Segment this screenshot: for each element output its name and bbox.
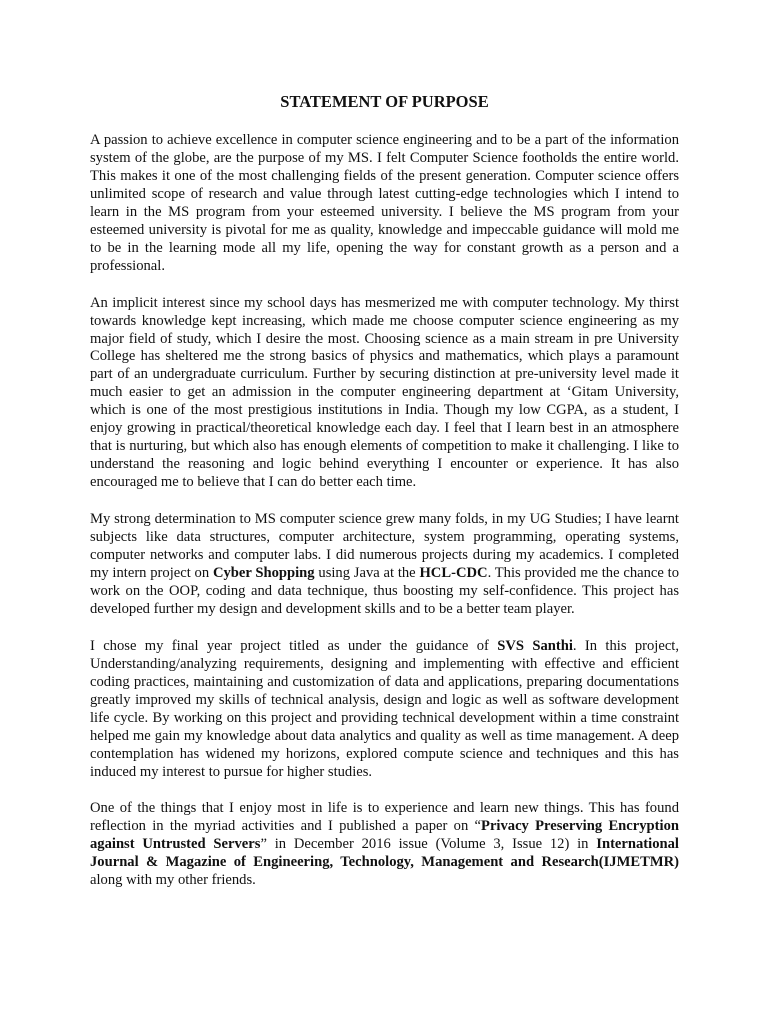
paragraph-5: [90, 800, 679, 890]
paragraph-3: [90, 511, 679, 619]
paragraph-text: One of the things that I enjoy most in life is to experience and learn new things. This has found reflection in the myriad activities and I published a paper on “: [90, 800, 679, 835]
paragraph-text: An implicit interest since my school days has mesmerized me with computer technology. My thirst towards knowledge kept increasing, which made me choose computer science engineering as my major field of study, which I desire the most. Choosing science as a main stream in pre University College has sheltered me the strong basics of physics and mathematics, which plays a paramount part of an undergraduate curriculum. Further by securing distinction at pre-university level made it much easier to get an admission in the computer engineering department at ‘Gitam University, which is one of the most prestigious institutions in India. Though my low CGPA, as a student, I enjoy growing in practical/theoretical knowledge each day. I feel that I learn best in an atmosphere that is nurturing, but which also has enough elements of competition to make it challenging. I like to understand the reasoning and logic behind everything I encounter or experience. It has also encouraged me to believe that I can do better each time.: [90, 294, 679, 491]
guide-name: SVS Santhi: [497, 637, 573, 654]
company-name: HCL-CDC: [419, 564, 488, 581]
paragraph-text: . This provided me the chance to work on the OOP, coding and data technique, thus boosting my self-confidence. This project has developed further my design and development skills and to be a better team player.: [90, 564, 679, 617]
document-title: STATEMENT OF PURPOSE: [280, 92, 489, 111]
paragraph-2: [90, 295, 679, 492]
paragraph-text: ” in December 2016 issue (Volume 3, Issue 12) in: [260, 836, 597, 853]
paragraph-text: My strong determination to MS computer science grew many folds, in my UG Studies; I have learnt subjects like data structures, computer architecture, system programming, operating systems, computer networks and computer labs. I did numerous projects during my academics. I completed my intern project on: [90, 511, 679, 581]
paragraph-text: I chose my final year project titled as under the guidance of: [90, 637, 498, 654]
paragraph-text: A passion to achieve excellence in computer science engineering and to be a part of the information system of the globe, are the purpose of my MS. I felt Computer Science footholds the entire world. This makes it one of the most challenging fields of the present generation. Computer science offers unlimited scope of research and value through latest cutting-edge technologies which I intend to learn in the MS program from your esteemed university. I believe the MS program from your esteemed university is pivotal for me as quality, knowledge and impeccable guidance will mold me to be in the learning mode all my life, opening the way for constant growth as a person and a professional.: [90, 132, 679, 274]
journal-name: International Journal & Magazine of Engineering, Technology, Management and Research(IJMETMR): [90, 836, 679, 871]
paragraph-4: [90, 638, 679, 782]
paragraph-text: along with my other friends.: [90, 872, 256, 889]
paper-title: Privacy Preserving Encryption against Untrusted Servers: [90, 818, 679, 853]
project-name: Cyber Shopping: [212, 564, 315, 581]
paragraph-text: using Java at the: [314, 564, 420, 581]
paragraph-1: [90, 132, 679, 276]
paragraph-text: . In this project, Understanding/analyzing requirements, designing and implementing with effective and efficient coding practices, maintaining and customization of data and applications, preparing documentations greatly improved my skills of technical analysis, design and logic as well as software development life cycle. By working on this project and providing technical development within a time constraint helped me gain my knowledge about data analytics and quality as well as time management. A deep contemplation has widened my horizons, explored compute science and techniques and this has induced my interest to pursue for higher studies.: [90, 637, 679, 780]
